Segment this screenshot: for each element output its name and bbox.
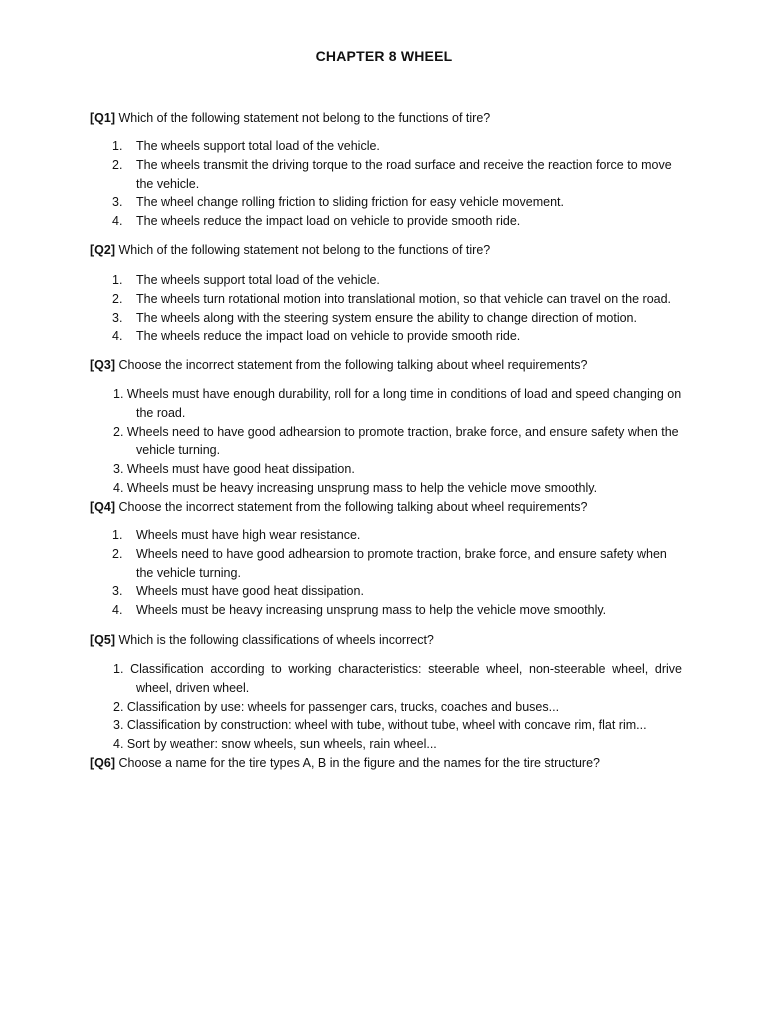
item-number: 3.	[112, 195, 123, 210]
item-text: The wheels turn rotational motion into translational motion, so that vehicle can travel on the road.	[136, 291, 672, 306]
answer-list-4	[112, 526, 682, 620]
item-text: Wheels must have good heat dissipation.	[136, 584, 364, 599]
question-tag: [Q3]	[90, 358, 115, 372]
item-text: Wheels need to have good adhearsion to promote traction, brake force, and ensure safety when the vehicle turning.	[136, 546, 667, 580]
list-item: 4. Wheels must be heavy increasing unsprung mass to help the vehicle move smoothly.	[113, 480, 598, 495]
list-item	[112, 137, 682, 156]
list-item	[112, 212, 682, 231]
question-text: Which of the following statement not belong to the functions of tire?	[115, 243, 491, 257]
list-item	[112, 327, 682, 346]
item-number: 4.	[112, 603, 123, 618]
list-item	[112, 582, 682, 601]
item-number: 4.	[112, 329, 123, 344]
question-tag: [Q1]	[90, 111, 115, 125]
answer-list-5	[112, 660, 682, 754]
list-item: 4. Sort by weather: snow wheels, sun wheels, rain wheel...	[113, 737, 437, 752]
list-item	[112, 601, 682, 620]
list-item	[112, 526, 682, 545]
question-5	[90, 631, 690, 649]
item-number: 1.	[112, 273, 123, 287]
list-item: 1. Classification according to working characteristics: steerable wheel, non-steerable wheel, drive wheel, driven wheel.	[113, 662, 682, 695]
list-item: 3. Classification by construction: wheel with tube, without tube, wheel with concave rim, flat rim...	[113, 718, 647, 733]
answer-list-1	[112, 137, 682, 231]
item-number: 1.	[112, 528, 123, 542]
answer-list-2	[112, 271, 682, 346]
list-item	[112, 545, 682, 583]
item-text: The wheels along with the steering system ensure the ability to change direction of motion.	[136, 310, 637, 325]
item-text: The wheels transmit the driving torque to the road surface and receive the reaction force to move the vehicle.	[136, 157, 672, 191]
question-4	[90, 498, 690, 516]
question-text: Choose a name for the tire types A, B in the figure and the names for the tire structure?	[115, 756, 600, 770]
item-number: 3.	[112, 584, 123, 599]
item-number: 2.	[112, 291, 123, 306]
item-text: The wheels support total load of the vehicle.	[136, 139, 380, 153]
item-text: The wheels support total load of the vehicle.	[136, 273, 380, 287]
item-text: The wheels reduce the impact load on vehicle to provide smooth ride.	[136, 329, 521, 344]
question-text: Which of the following statement not belong to the functions of tire?	[115, 111, 491, 125]
item-text: The wheel change rolling friction to sliding friction for easy vehicle movement.	[136, 195, 564, 210]
question-tag: [Q4]	[90, 500, 115, 514]
question-6	[90, 754, 690, 772]
answer-list-3	[112, 385, 682, 498]
question-text: Choose the incorrect statement from the following talking about wheel requirements?	[115, 500, 588, 514]
list-item: 1. Wheels must have enough durability, roll for a long time in conditions of load and speed changing on the road.	[113, 387, 682, 420]
item-number: 2.	[112, 546, 123, 561]
list-item: 3. Wheels must have good heat dissipation.	[113, 462, 355, 477]
item-number: 2.	[112, 157, 123, 172]
list-item	[112, 193, 682, 212]
question-tag: [Q6]	[90, 756, 115, 770]
item-number: 1.	[112, 139, 123, 153]
question-text: Choose the incorrect statement from the following talking about wheel requirements?	[115, 358, 588, 372]
item-text: The wheels reduce the impact load on vehicle to provide smooth ride.	[136, 214, 521, 229]
page-title: CHAPTER 8 WHEEL	[315, 48, 453, 64]
question-tag: [Q5]	[90, 633, 115, 647]
list-item	[112, 271, 682, 290]
question-3	[90, 356, 690, 374]
item-number: 4.	[112, 214, 123, 229]
list-item: 2. Wheels need to have good adhearsion to promote traction, brake force, and ensure safety when the vehicle turning.	[113, 424, 679, 458]
item-number: 3.	[112, 310, 123, 325]
question-tag: [Q2]	[90, 243, 115, 257]
question-2	[90, 241, 690, 259]
list-item	[112, 309, 682, 328]
list-item	[112, 290, 682, 309]
question-1	[90, 109, 690, 127]
question-text: Which is the following classifications of wheels incorrect?	[115, 633, 434, 647]
item-text: Wheels must have high wear resistance.	[136, 528, 361, 542]
item-text: Wheels must be heavy increasing unsprung mass to help the vehicle move smoothly.	[136, 603, 607, 618]
list-item	[112, 156, 682, 194]
list-item: 2. Classification by use: wheels for passenger cars, trucks, coaches and buses...	[113, 699, 560, 714]
